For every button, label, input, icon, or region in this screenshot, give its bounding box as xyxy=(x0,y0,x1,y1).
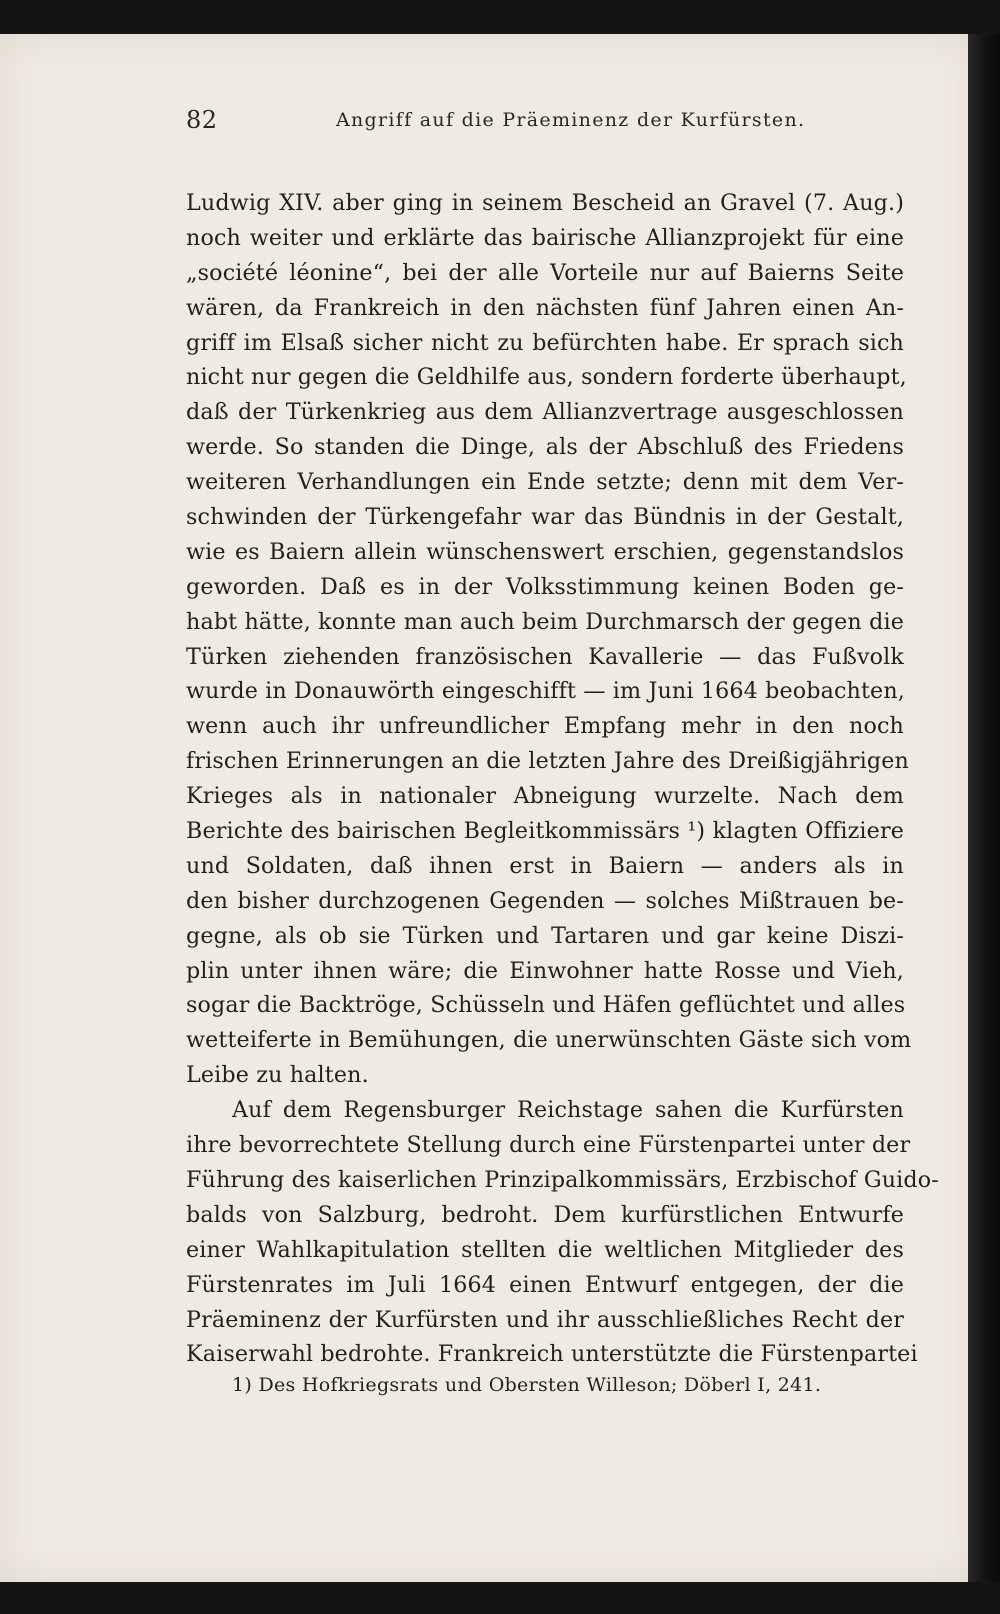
text-line: wenn auch ihr unfreundlicher Empfang mehr in den noch xyxy=(186,713,904,740)
text-line: frischen Erinnerungen an die letzten Jahre des Dreißigjährigen xyxy=(186,748,909,775)
text-line: daß der Türkenkrieg aus dem Allianzvertrage ausgeschlossen xyxy=(186,399,904,426)
text-line: nicht nur gegen die Geldhilfe aus, sondern forderte überhaupt, xyxy=(186,364,907,391)
text-line-paragraph-start: Auf dem Regensburger Reichstage sahen die Kurfürsten xyxy=(232,1097,904,1124)
text-line: Kaiserwahl bedrohte. Frankreich unterstützte die Fürstenpartei xyxy=(186,1341,918,1368)
text-line: werde. So standen die Dinge, als der Abschluß des Friedens xyxy=(186,434,904,461)
text-line: und Soldaten, daß ihnen erst in Baiern — anders als in xyxy=(186,852,904,879)
page-edge-shadow xyxy=(968,34,1000,1582)
text-line: den bisher durchzogenen Gegenden — solches Mißtrauen be- xyxy=(186,887,904,914)
text-line: wurde in Donauwörth eingeschifft — im Juni 1664 beobachten, xyxy=(186,678,905,705)
text-line: wären, da Frankreich in den nächsten fünf Jahren einen An- xyxy=(186,294,904,321)
text-line: „société léonine“, bei der alle Vorteile nur auf Baierns Seite xyxy=(186,259,904,286)
text-line: Ludwig XIV. aber ging in seinem Bescheid an Gravel (7. Aug.) xyxy=(186,190,904,216)
text-line: Präeminenz der Kurfürsten und ihr ausschließliches Recht der xyxy=(186,1306,904,1333)
text-line: sogar die Backtröge, Schüsseln und Häfen geflüchtet und alles xyxy=(186,992,906,1019)
page-number: 82 xyxy=(186,106,218,134)
page-header xyxy=(186,106,904,140)
text-line: ihre bevorrechtete Stellung durch eine Fürstenpartei unter der xyxy=(186,1132,911,1159)
text-line-paragraph-end: Leibe zu halten. xyxy=(186,1062,369,1089)
text-line: balds von Salzburg, bedroht. Dem kurfürstlichen Entwurfe xyxy=(186,1201,904,1228)
text-line: Türken ziehenden französischen Kavallerie — das Fußvolk xyxy=(186,643,904,670)
text-line: Berichte des bairischen Begleitkommissärs ¹) klagten Offiziere xyxy=(186,818,904,845)
text-line: Krieges als in nationaler Abneigung wurzelte. Nach dem xyxy=(186,783,904,810)
running-head: Angriff auf die Präeminenz der Kurfürsten. xyxy=(336,109,806,131)
text-line: einer Wahlkapitulation stellten die weltlichen Mitglieder des xyxy=(186,1236,904,1263)
text-line: noch weiter und erklärte das bairische Allianzprojekt für eine xyxy=(186,224,904,251)
text-line: wie es Baiern allein wünschenswert erschien, gegenstandslos xyxy=(186,538,904,565)
text-line: Führung des kaiserlichen Prinzipalkommissärs, Erzbischof Guido- xyxy=(186,1166,939,1193)
text-line: gegne, als ob sie Türken und Tartaren und gar keine Diszi- xyxy=(186,922,904,949)
text-line: weiteren Verhandlungen ein Ende setzte; denn mit dem Ver- xyxy=(186,469,904,496)
text-line: habt hätte, konnte man auch beim Durchmarsch der gegen die xyxy=(186,608,904,635)
text-line: griff im Elsaß sicher nicht zu befürchten habe. Er sprach sich xyxy=(186,329,904,356)
text-line: geworden. Daß es in der Volksstimmung keinen Boden ge- xyxy=(186,573,904,600)
text-line: Fürstenrates im Juli 1664 einen Entwurf entgegen, der die xyxy=(186,1271,904,1298)
body-text xyxy=(186,186,939,1372)
text-line: schwinden der Türkengefahr war das Bündnis in der Gestalt, xyxy=(186,504,904,531)
text-line: plin unter ihnen wäre; die Einwohner hatte Rosse und Vieh, xyxy=(186,957,904,984)
text-line: wetteiferte in Bemühungen, die unerwünschten Gäste sich vom xyxy=(186,1027,912,1054)
footnote: 1) Des Hofkriegsrats und Obersten Willeson; Döberl I, 241. xyxy=(232,1374,822,1396)
